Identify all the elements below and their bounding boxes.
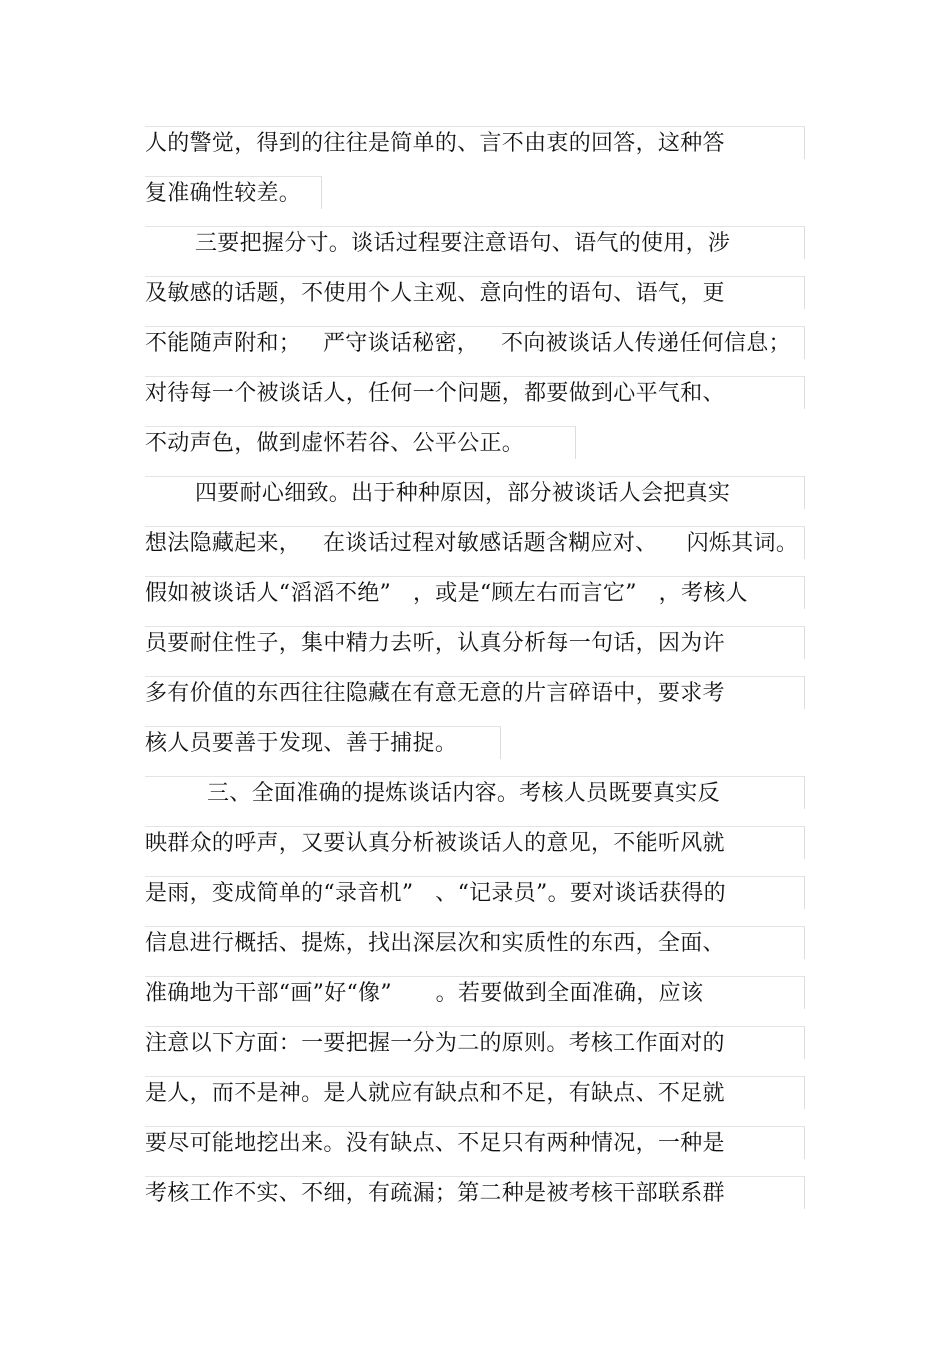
text-line: 想法隐藏起来， 在谈话过程对敏感话题含糊应对、 闪烁其词。 — [145, 526, 805, 559]
text-line: 考核工作不实、不细，有疏漏；第二种是被考核干部联系群 — [145, 1176, 805, 1209]
text-line: 不能随声附和； 严守谈话秘密， 不向被谈话人传递任何信息； — [145, 326, 805, 359]
text-line: 及敏感的话题，不使用个人主观、意向性的语句、语气，更 — [145, 276, 805, 309]
text-line: 准确地为干部“画”好“像” 。若要做到全面准确，应该 — [145, 976, 805, 1009]
text-line: 是人，而不是神。是人就应有缺点和不足，有缺点、不足就 — [145, 1076, 805, 1109]
text-line: 核人员要善于发现、善于捕捉。 — [145, 726, 501, 759]
text-line: 假如被谈话人“滔滔不绝” ，或是“顾左右而言它” ，考核人 — [145, 576, 805, 609]
text-line: 员要耐住性子，集中精力去听，认真分析每一句话，因为许 — [145, 626, 805, 659]
text-line: 信息进行概括、提炼，找出深层次和实质性的东西，全面、 — [145, 926, 805, 959]
text-line: 要尽可能地挖出来。没有缺点、不足只有两种情况，一种是 — [145, 1126, 805, 1159]
text-line: 四要耐心细致。出于种种原因，部分被谈话人会把真实 — [145, 476, 805, 509]
text-line: 是雨，变成简单的“录音机” 、“记录员”。要对谈话获得的 — [145, 876, 805, 909]
text-line: 对待每一个被谈话人，任何一个问题，都要做到心平气和、 — [145, 376, 805, 409]
text-line: 注意以下方面：一要把握一分为二的原则。考核工作面对的 — [145, 1026, 805, 1059]
text-line: 多有价值的东西往往隐藏在有意无意的片言碎语中，要求考 — [145, 676, 805, 709]
text-line: 不动声色，做到虚怀若谷、公平公正。 — [145, 426, 576, 459]
text-line: 复准确性较差。 — [145, 176, 322, 209]
text-line: 人的警觉，得到的往往是简单的、言不由衷的回答，这种答 — [145, 126, 805, 159]
text-line: 三要把握分寸。谈话过程要注意语句、语气的使用，涉 — [145, 226, 805, 259]
text-line: 映群众的呼声，又要认真分析被谈话人的意见，不能听风就 — [145, 826, 805, 859]
text-line: 三、全面准确的提炼谈话内容。考核人员既要真实反 — [145, 776, 805, 809]
